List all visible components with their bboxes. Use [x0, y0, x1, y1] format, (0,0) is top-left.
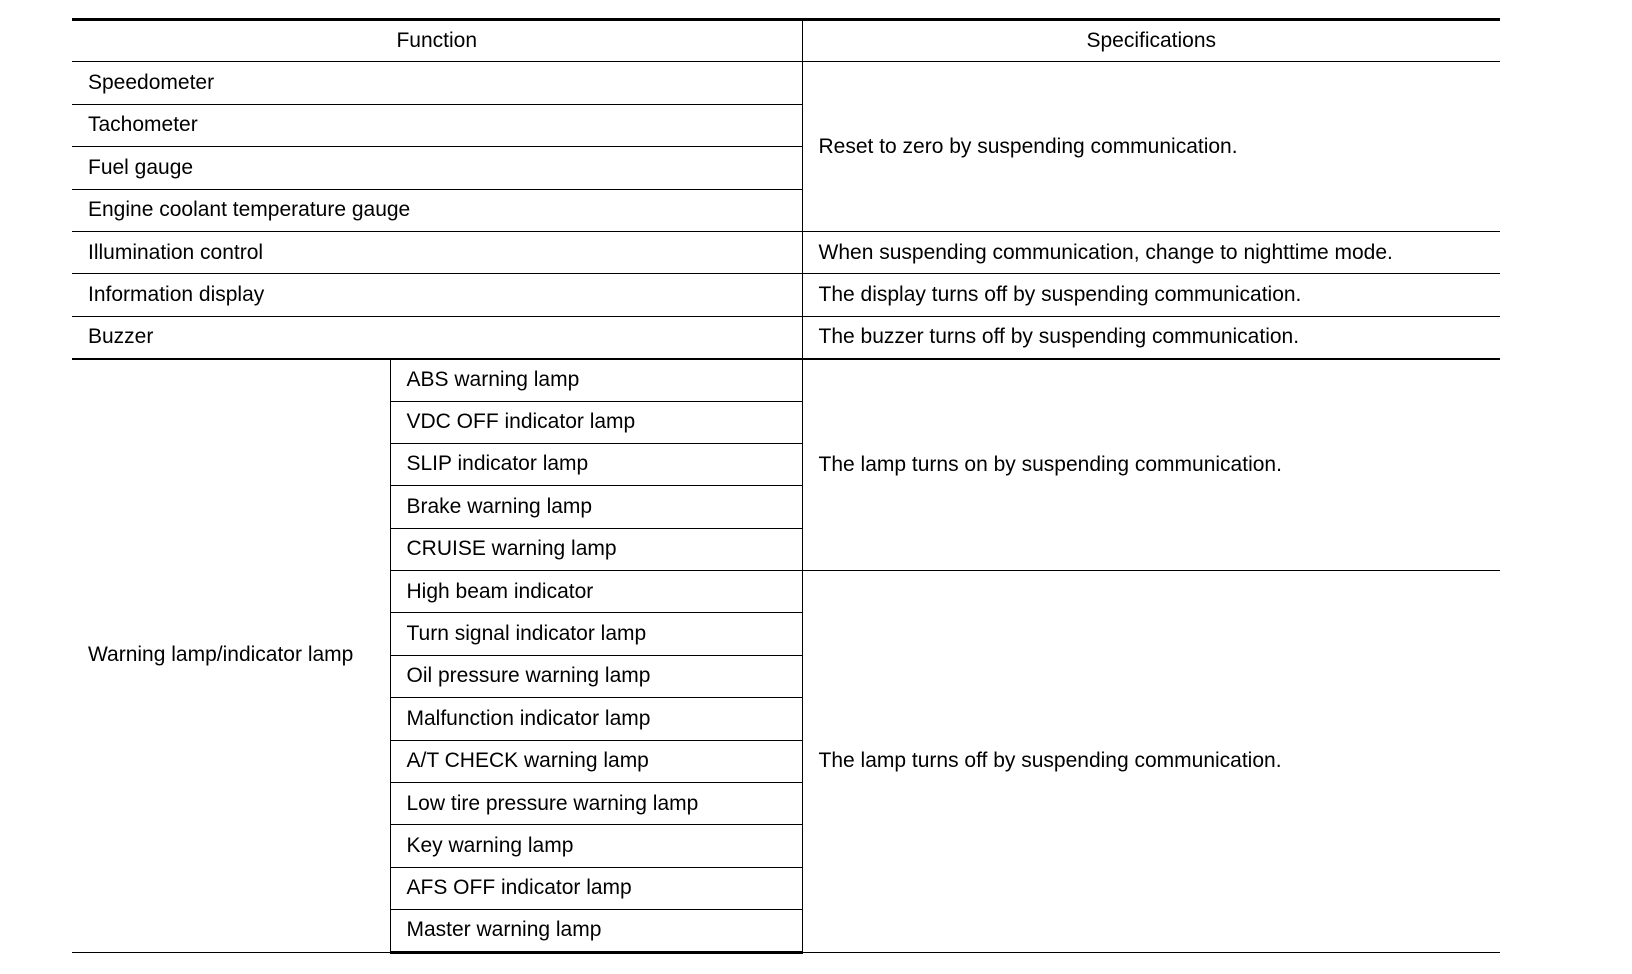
warning-group-label: Warning lamp/indicator lamp: [72, 359, 390, 952]
table-row: [72, 274, 1500, 316]
table-row: [72, 231, 1500, 273]
spec-table: [72, 18, 1500, 954]
header-function: Function: [72, 20, 802, 62]
function-cell: Buzzer: [72, 316, 802, 358]
lamp-cell: CRUISE warning lamp: [390, 528, 802, 570]
lamp-cell: AFS OFF indicator lamp: [390, 867, 802, 909]
spec-cell: The lamp turns on by suspending communication.: [802, 359, 1500, 571]
lamp-cell: SLIP indicator lamp: [390, 443, 802, 485]
function-cell: Tachometer: [72, 104, 802, 146]
lamp-cell: High beam indicator: [390, 571, 802, 613]
spec-cell: The lamp turns off by suspending communication.: [802, 571, 1500, 953]
function-cell: Information display: [72, 274, 802, 316]
lamp-cell: Brake warning lamp: [390, 486, 802, 528]
lamp-cell: VDC OFF indicator lamp: [390, 401, 802, 443]
function-cell: Fuel gauge: [72, 147, 802, 189]
table-row: [72, 316, 1500, 358]
lamp-cell: Malfunction indicator lamp: [390, 698, 802, 740]
lamp-cell: Key warning lamp: [390, 825, 802, 867]
function-cell: Illumination control: [72, 231, 802, 273]
function-cell: Engine coolant temperature gauge: [72, 189, 802, 231]
lamp-cell: Oil pressure warning lamp: [390, 655, 802, 697]
spec-cell: When suspending communication, change to nighttime mode.: [802, 231, 1500, 273]
table-row: [72, 359, 1500, 401]
table-row: [72, 62, 1500, 104]
lamp-cell: A/T CHECK warning lamp: [390, 740, 802, 782]
lamp-cell: Turn signal indicator lamp: [390, 613, 802, 655]
header-row: [72, 20, 1500, 62]
function-cell: Speedometer: [72, 62, 802, 104]
lamp-cell: Master warning lamp: [390, 910, 802, 952]
spec-cell: The display turns off by suspending communication.: [802, 274, 1500, 316]
spec-cell: The buzzer turns off by suspending communication.: [802, 316, 1500, 358]
spec-cell: Reset to zero by suspending communication.: [802, 62, 1500, 232]
lamp-cell: ABS warning lamp: [390, 359, 802, 401]
header-specifications: Specifications: [802, 20, 1500, 62]
lamp-cell: Low tire pressure warning lamp: [390, 783, 802, 825]
